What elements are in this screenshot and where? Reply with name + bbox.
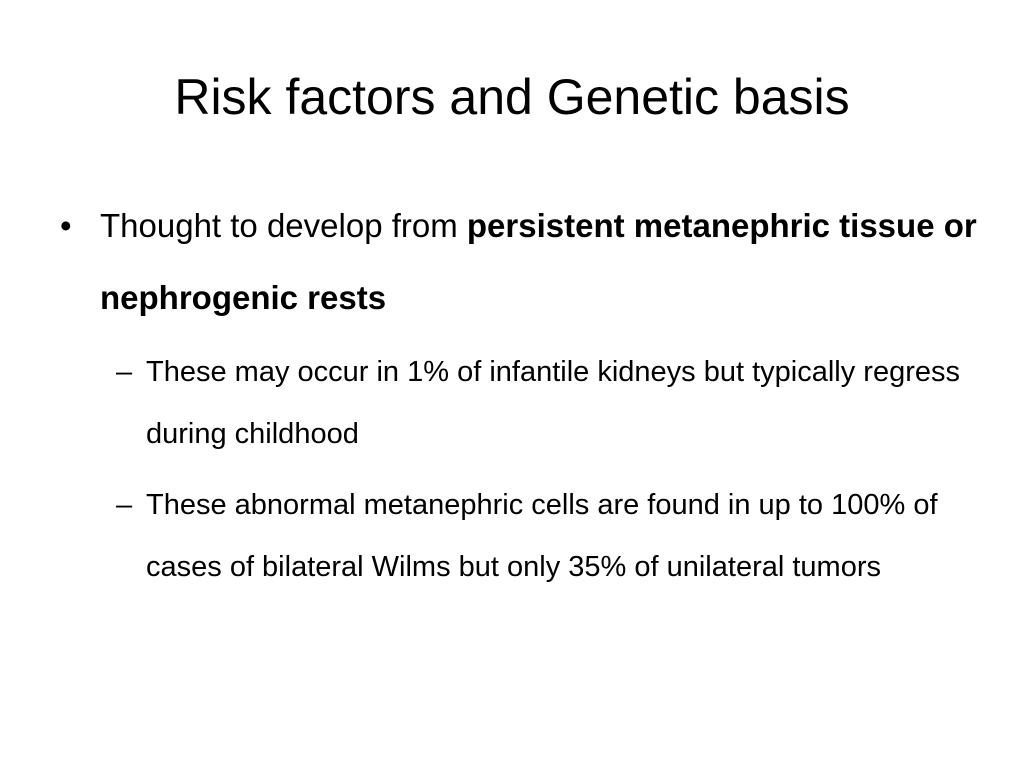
bullet-emphasis-text: persistent metanephric tissue or nephrogenic rests	[100, 207, 977, 316]
sub-bullet-item	[116, 474, 966, 598]
bullet-text: Thought to develop from	[100, 207, 467, 244]
bullet-marker: •	[60, 207, 72, 244]
sub-bullet-text: These may occur in 1% of infantile kidneys but typically regress during childhood	[146, 356, 960, 450]
bullet-item	[60, 190, 980, 334]
sub-bullet-marker: –	[116, 356, 133, 388]
sub-bullet-text: These abnormal metanephric cells are found in up to 100% of cases of bilateral Wilms but only 35% of unilateral tumors	[146, 489, 938, 583]
sub-bullet-item	[116, 341, 966, 465]
slide-title: Risk factors and Genetic basis	[174, 69, 850, 125]
sub-bullet-marker: –	[116, 489, 133, 521]
